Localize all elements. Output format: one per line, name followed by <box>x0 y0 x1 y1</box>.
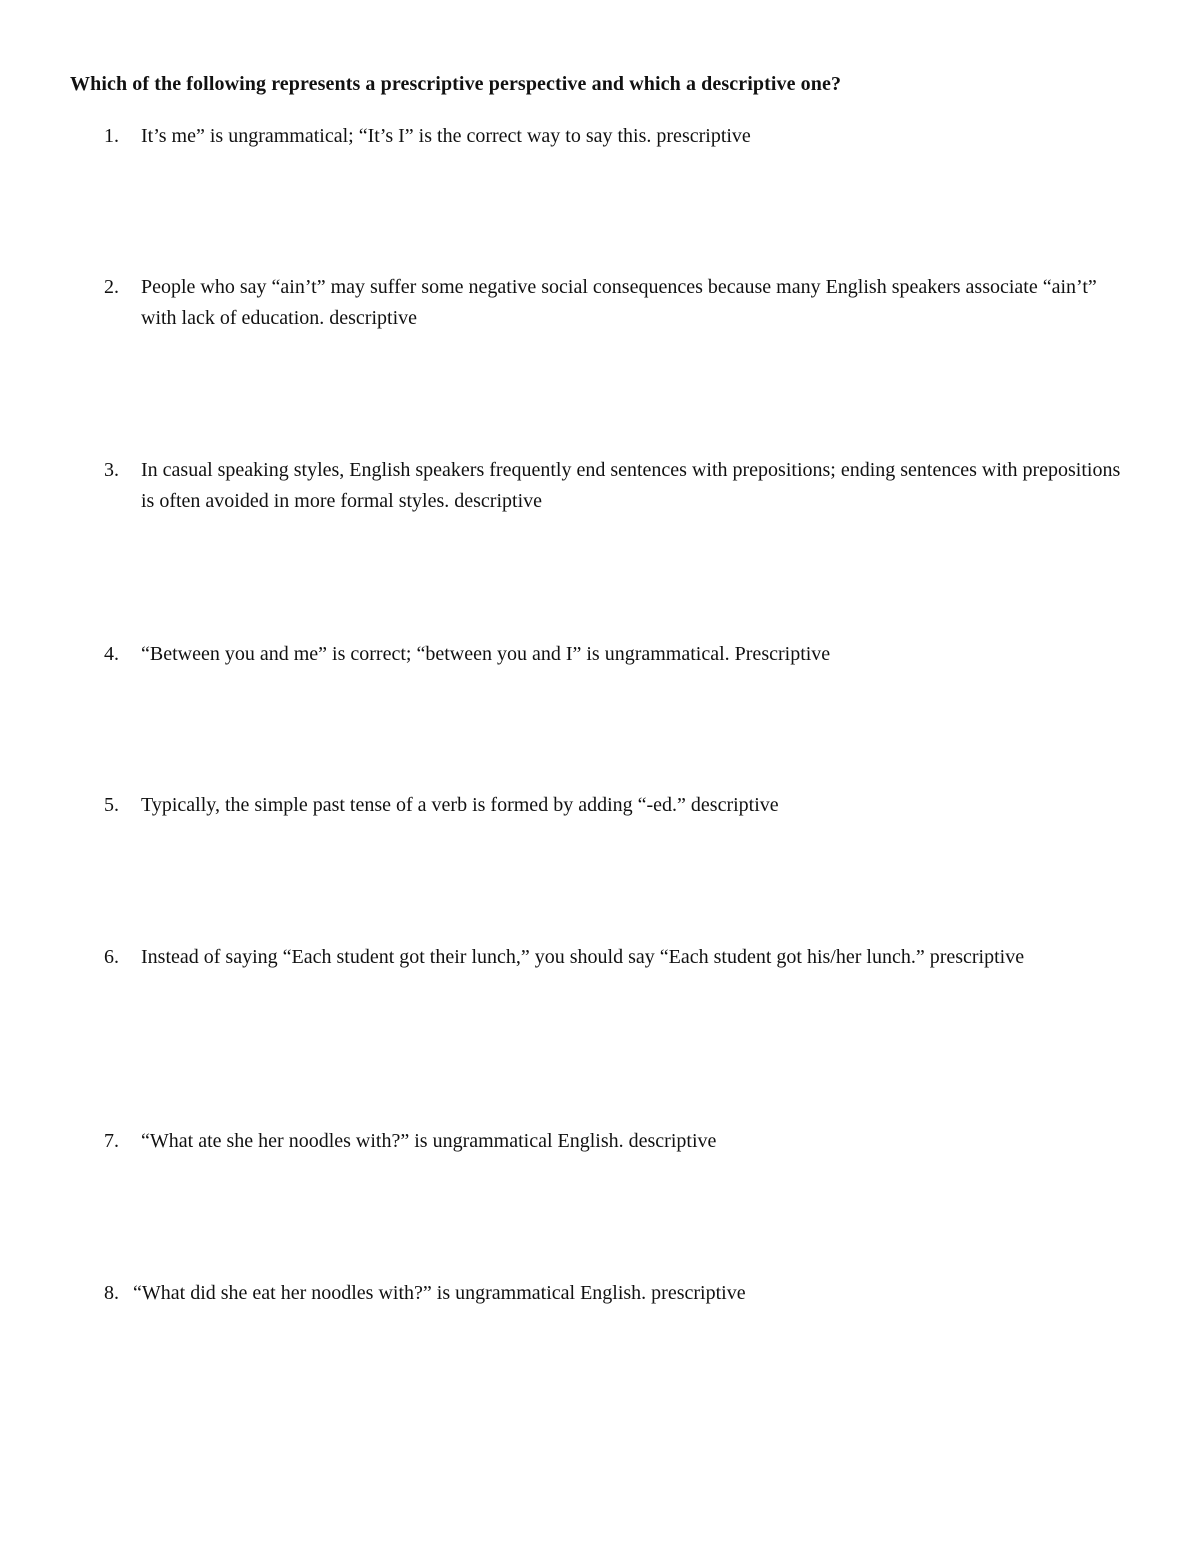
item-text: In casual speaking styles, English speakers frequently end sentences with prepositions; ending sentences with prepositions is often avoided in more formal styles. descriptive <box>141 459 1121 512</box>
item-text: “Between you and me” is correct; “between you and I” is ungrammatical. Prescriptive <box>141 643 831 665</box>
list-item-7 <box>104 1126 1134 1157</box>
list-item-6 <box>104 942 1134 973</box>
item-number: 7. <box>104 1130 119 1152</box>
item-number: 6. <box>104 946 119 968</box>
question-heading: Which of the following represents a prescriptive perspective and which a descriptive one? <box>70 73 842 95</box>
item-number: 5. <box>104 794 119 816</box>
list-item-4 <box>104 639 1134 670</box>
item-number: 4. <box>104 643 119 665</box>
item-number: 3. <box>104 459 119 481</box>
item-text: “What ate she her noodles with?” is ungrammatical English. descriptive <box>141 1130 717 1152</box>
list-item-2 <box>104 272 1134 334</box>
item-text: People who say “ain’t” may suffer some negative social consequences because many English speakers associate “ain’t” with lack of education. descriptive <box>141 276 1097 329</box>
item-text: Instead of saying “Each student got their lunch,” you should say “Each student got his/her lunch.” prescriptive <box>141 946 1025 968</box>
list-item-5 <box>104 790 1134 821</box>
item-number: 2. <box>104 276 119 298</box>
item-text: Typically, the simple past tense of a verb is formed by adding “-ed.” descriptive <box>141 794 779 816</box>
list-item-3 <box>104 455 1134 517</box>
item-text: It’s me” is ungrammatical; “It’s I” is the correct way to say this. prescriptive <box>141 125 751 147</box>
item-text: “What did she eat her noodles with?” is ungrammatical English. prescriptive <box>133 1282 746 1304</box>
item-number: 8. <box>104 1282 119 1304</box>
item-number: 1. <box>104 125 119 147</box>
list-item-1 <box>104 121 1134 152</box>
list-item-8 <box>104 1278 1134 1309</box>
